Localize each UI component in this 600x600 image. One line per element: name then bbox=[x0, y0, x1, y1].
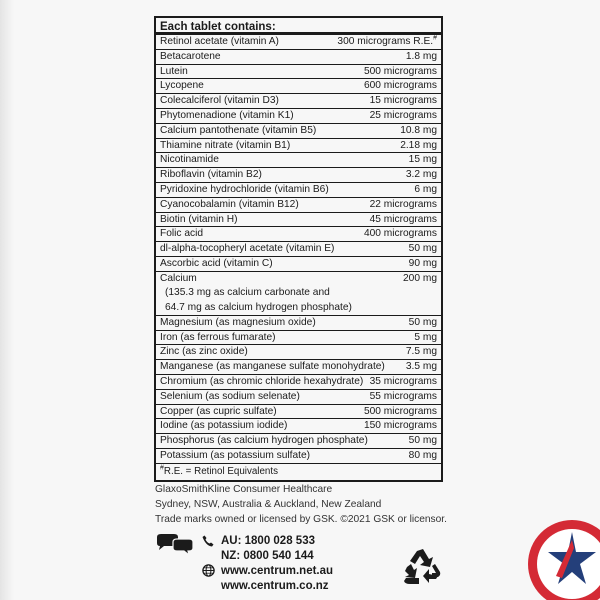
nutrient-label: Retinol acetate (vitamin A) bbox=[160, 36, 279, 47]
table-row bbox=[156, 449, 441, 464]
amount-value: 2.18 mg bbox=[400, 139, 437, 151]
nutrient-label: Copper (as cupric sulfate) bbox=[160, 405, 277, 417]
nutrient-subtext: 64.7 mg as calcium hydrogen phosphate) bbox=[165, 302, 352, 314]
nutrient-name bbox=[160, 375, 370, 390]
nutrient-amount bbox=[409, 316, 437, 331]
nutrient-amount bbox=[400, 139, 437, 154]
table-row bbox=[156, 94, 441, 109]
table-row bbox=[156, 390, 441, 405]
nutrient-name bbox=[160, 198, 370, 213]
nutrient-name bbox=[160, 94, 370, 109]
nutrient-name bbox=[160, 50, 406, 65]
panel-edge-shadow bbox=[0, 0, 14, 600]
nutrient-name bbox=[160, 331, 414, 346]
nutrient-label: Manganese (as manganese sulfate monohydrate) bbox=[160, 361, 385, 373]
nutrient-name bbox=[160, 316, 409, 331]
amount-value: 6 mg bbox=[414, 183, 437, 195]
nutrient-name bbox=[160, 345, 406, 360]
trademark-notice: Trade marks owned or licensed by GSK. ©2021 GSK or licensor. bbox=[155, 513, 447, 525]
nutrient-name bbox=[160, 35, 337, 50]
nutrient-amount bbox=[370, 109, 437, 124]
nutrient-amount bbox=[370, 375, 437, 390]
amount-value: 200 mg bbox=[403, 272, 437, 284]
nutrient-name bbox=[160, 257, 409, 272]
nutrient-name bbox=[160, 168, 406, 183]
nutrient-amount bbox=[406, 360, 437, 375]
nutrient-name bbox=[160, 272, 403, 316]
nutrient-label: Iron (as ferrous fumarate) bbox=[160, 331, 276, 343]
nutrient-name bbox=[160, 65, 364, 80]
amount-value: 500 micrograms bbox=[363, 405, 437, 417]
nutrient-amount bbox=[364, 419, 437, 434]
table-row bbox=[156, 331, 441, 346]
amount-value: 3.5 mg bbox=[405, 361, 437, 373]
nutrient-label: Potassium (as potassium sulfate) bbox=[160, 449, 311, 461]
footnote-mark: # bbox=[160, 464, 164, 472]
table-header: Each tablet contains: bbox=[156, 18, 441, 35]
table-row bbox=[156, 50, 441, 65]
nutrient-name bbox=[160, 183, 414, 198]
amount-value: 7.5 mg bbox=[405, 346, 437, 358]
nutrient-amount bbox=[409, 434, 437, 449]
nutrient-name bbox=[160, 153, 409, 168]
amount-value: 55 micrograms bbox=[369, 390, 437, 402]
amount-value: 150 micrograms bbox=[363, 420, 437, 432]
table-row bbox=[156, 227, 441, 242]
table-footnote bbox=[156, 464, 441, 480]
table-rows bbox=[156, 35, 441, 464]
table-row bbox=[156, 153, 441, 168]
nutrient-label: Chromium (as chromic chloride hexahydrate) bbox=[160, 375, 364, 387]
nutrient-subtext: (135.3 mg as calcium carbonate and bbox=[165, 287, 330, 299]
table-row bbox=[156, 35, 441, 50]
table-row bbox=[156, 257, 441, 272]
amount-value: 80 mg bbox=[408, 449, 437, 461]
nutrient-amount bbox=[364, 79, 437, 94]
amount-value: 45 micrograms bbox=[369, 213, 437, 225]
website-au[interactable]: www.centrum.net.au bbox=[221, 565, 334, 577]
nutrient-label: Biotin (vitamin H) bbox=[160, 213, 238, 225]
nutrient-amount bbox=[409, 257, 437, 272]
nutrient-label: Selenium (as sodium selenate) bbox=[160, 390, 300, 402]
table-row bbox=[156, 405, 441, 420]
nutrient-amount bbox=[406, 168, 437, 183]
nutrient-label: Colecalciferol (vitamin D3) bbox=[160, 95, 279, 107]
nutrient-amount bbox=[409, 449, 437, 464]
amount-value: 90 mg bbox=[408, 257, 437, 269]
table-row bbox=[156, 434, 441, 449]
nutrient-label: Pyridoxine hydrochloride (vitamin B6) bbox=[160, 183, 329, 195]
table-row bbox=[156, 375, 441, 390]
amount-value: 500 micrograms bbox=[363, 65, 437, 77]
amount-value: 300 micrograms R.E. bbox=[337, 36, 434, 47]
amount-value: 1.8 mg bbox=[405, 50, 437, 62]
nutrient-label: Cyanocobalamin (vitamin B12) bbox=[160, 198, 299, 210]
nutrient-amount bbox=[370, 390, 437, 405]
nutrient-label: Nicotinamide bbox=[160, 154, 219, 166]
nutrient-label: dl-alpha-tocopheryl acetate (vitamin E) bbox=[160, 243, 335, 255]
table-row bbox=[156, 345, 441, 360]
nutrient-label: Zinc (as zinc oxide) bbox=[160, 346, 248, 358]
amount-value: 600 micrograms bbox=[363, 80, 437, 92]
nutrient-name bbox=[160, 139, 400, 154]
nutrient-amount bbox=[337, 35, 437, 50]
nutrient-name bbox=[160, 109, 370, 124]
amount-value: 5 mg bbox=[414, 331, 437, 343]
nutrient-amount bbox=[409, 242, 437, 257]
nutrient-amount bbox=[370, 94, 437, 109]
nutrient-label: Phytomenadione (vitamin K1) bbox=[160, 109, 294, 121]
table-row bbox=[156, 183, 441, 198]
table-row bbox=[156, 198, 441, 213]
nutrient-label: Magnesium (as magnesium oxide) bbox=[160, 316, 316, 328]
table-row bbox=[156, 419, 441, 434]
table-row bbox=[156, 272, 441, 316]
nz-phone-number: NZ: 0800 540 144 bbox=[221, 550, 314, 562]
table-row bbox=[156, 213, 441, 228]
amount-value: 400 micrograms bbox=[363, 228, 437, 240]
nutrient-name bbox=[160, 360, 406, 375]
nutrient-label: Thiamine nitrate (vitamin B1) bbox=[160, 139, 291, 151]
website-nz[interactable]: www.centrum.co.nz bbox=[221, 580, 329, 592]
speech-bubbles-icon bbox=[155, 534, 195, 556]
nutrient-name bbox=[160, 213, 370, 228]
nutrient-amount bbox=[370, 198, 437, 213]
nutrient-amount bbox=[364, 227, 437, 242]
company-info bbox=[155, 483, 475, 527]
table-row bbox=[156, 109, 441, 124]
nutrient-name bbox=[160, 390, 370, 405]
table-row bbox=[156, 360, 441, 375]
nutrient-amount bbox=[403, 272, 437, 287]
amount-value: 15 mg bbox=[408, 154, 437, 166]
amount-value: 22 micrograms bbox=[369, 198, 437, 210]
company-location: Sydney, NSW, Australia & Auckland, New Zealand bbox=[155, 498, 382, 510]
nutrient-label: Lycopene bbox=[160, 80, 204, 92]
nutrient-name bbox=[160, 242, 409, 257]
footnote-text: R.E. = Retinol Equivalents bbox=[163, 465, 278, 477]
amount-value: 35 micrograms bbox=[369, 375, 437, 387]
amount-value: 50 mg bbox=[408, 243, 437, 255]
nutrient-name bbox=[160, 434, 409, 449]
nutrient-name bbox=[160, 449, 409, 464]
table-row bbox=[156, 139, 441, 154]
globe-icon bbox=[202, 564, 215, 577]
table-row bbox=[156, 242, 441, 257]
amount-value: 50 mg bbox=[408, 435, 437, 447]
phone-icon bbox=[202, 535, 214, 547]
amount-value: 25 micrograms bbox=[369, 109, 437, 121]
nutrient-label: Calcium bbox=[160, 272, 197, 284]
nutrient-label: Iodine (as potassium iodide) bbox=[160, 420, 288, 432]
nutrient-label: Calcium pantothenate (vitamin B5) bbox=[160, 124, 317, 136]
nutrient-amount bbox=[400, 124, 437, 139]
recycle-icon bbox=[402, 548, 444, 586]
nutrient-label: Lutein bbox=[160, 65, 188, 77]
nutrient-label: Folic acid bbox=[160, 228, 204, 240]
amount-value: 50 mg bbox=[408, 316, 437, 328]
nutrient-amount bbox=[409, 153, 437, 168]
nutrient-label: Phosphorus (as calcium hydrogen phosphate) bbox=[160, 435, 368, 447]
amount-footnote-mark: # bbox=[433, 34, 437, 42]
nutrient-amount bbox=[414, 183, 437, 198]
company-name: GlaxoSmithKline Consumer Healthcare bbox=[155, 484, 333, 495]
table-row bbox=[156, 79, 441, 94]
nutrient-amount bbox=[414, 331, 437, 346]
nutrient-name bbox=[160, 227, 364, 242]
nutrition-table bbox=[154, 16, 443, 482]
au-phone-number: AU: 1800 028 533 bbox=[221, 535, 315, 547]
star-logo bbox=[526, 518, 600, 600]
nutrient-amount bbox=[364, 65, 437, 80]
nutrient-label: Betacarotene bbox=[160, 50, 221, 62]
nutrient-amount bbox=[364, 405, 437, 420]
amount-value: 3.2 mg bbox=[405, 169, 437, 181]
table-row bbox=[156, 168, 441, 183]
amount-value: 15 micrograms bbox=[369, 95, 437, 107]
nutrient-name bbox=[160, 419, 364, 434]
table-row bbox=[156, 65, 441, 80]
nutrient-amount bbox=[406, 345, 437, 360]
nutrient-name bbox=[160, 405, 364, 420]
nutrient-amount bbox=[406, 50, 437, 65]
nutrient-label: Riboflavin (vitamin B2) bbox=[160, 169, 262, 181]
table-row bbox=[156, 124, 441, 139]
table-row bbox=[156, 316, 441, 331]
nutrient-label: Ascorbic acid (vitamin C) bbox=[160, 257, 273, 269]
contact-block bbox=[155, 530, 385, 594]
amount-value: 10.8 mg bbox=[400, 124, 437, 136]
nutrient-name bbox=[160, 124, 400, 139]
nutrient-name bbox=[160, 79, 364, 94]
nutrient-amount bbox=[370, 213, 437, 228]
